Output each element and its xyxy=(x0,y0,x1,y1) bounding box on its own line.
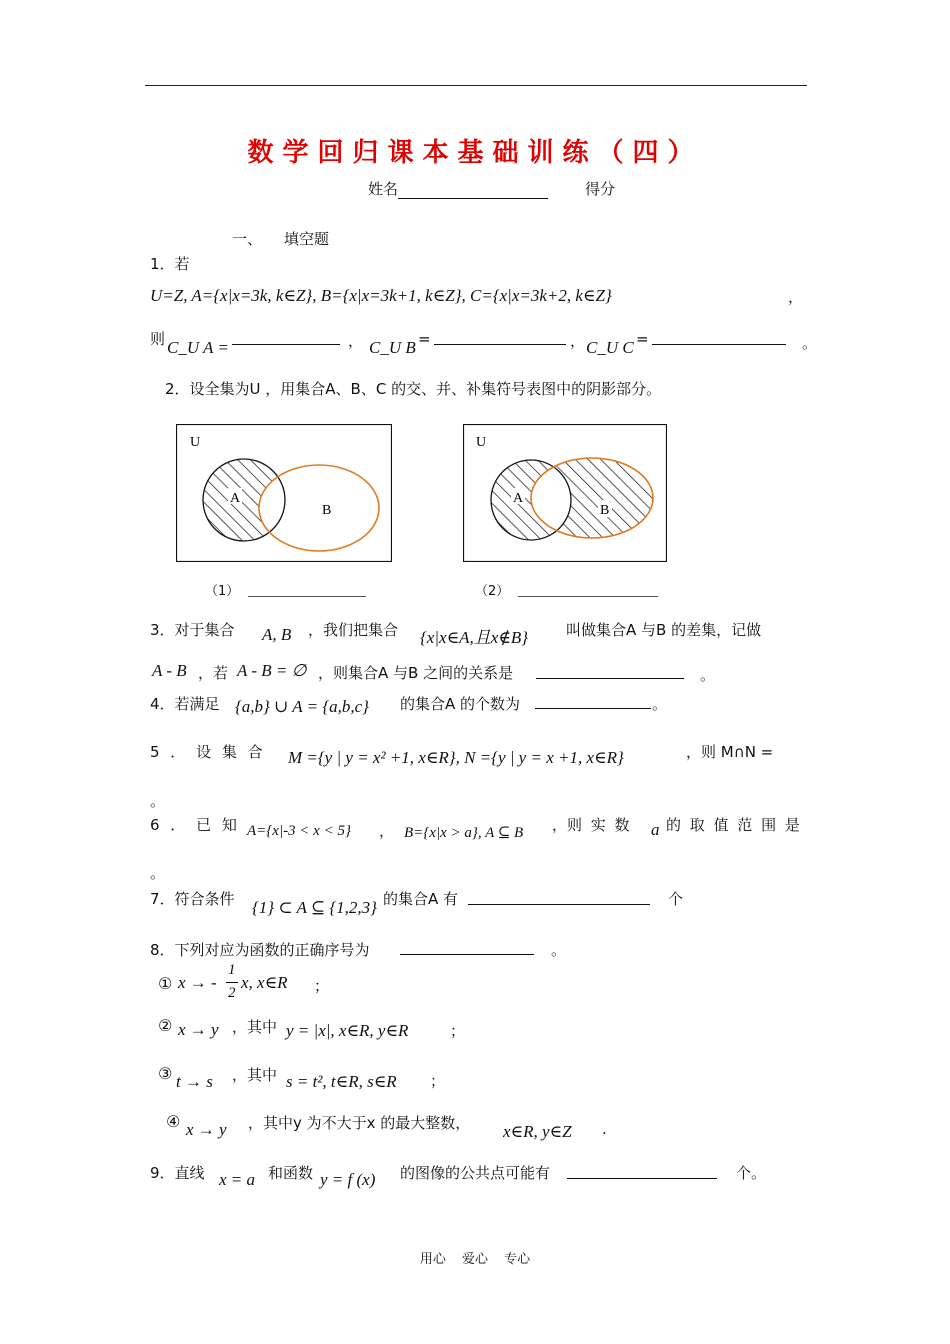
q1-cub: C_U B xyxy=(369,338,416,357)
q8-item-2-tail: ； xyxy=(450,1022,466,1040)
q3-diff: A - B xyxy=(152,661,187,680)
q1-blank-a[interactable] xyxy=(232,328,340,345)
fraction-bar xyxy=(226,982,238,983)
venn-diagram-1 xyxy=(176,424,392,562)
q1-blank-b[interactable] xyxy=(434,328,566,345)
q8-item-1-rest: x, x∈R xyxy=(241,973,288,992)
venn2-u-label: U xyxy=(476,435,487,450)
q4-text-a: 4．若满足 xyxy=(150,695,220,713)
fig2-caption: （2） xyxy=(475,584,510,599)
top-rule xyxy=(145,85,807,86)
q7-formula: {1} ⊂ A ⊆ {1,2,3} xyxy=(252,898,377,917)
q1-label: 1．若 xyxy=(150,255,190,273)
q6-text-c: 的 取 值 范 围 是 xyxy=(666,816,800,834)
q8-item-1-map: x → - xyxy=(178,973,217,992)
q9-formula-b: y = f (x) xyxy=(320,1170,376,1189)
q9-blank[interactable] xyxy=(567,1162,717,1179)
q3-text-d: ，若 xyxy=(198,664,229,682)
q1-cua: C_U A = xyxy=(167,338,229,357)
q8-item-2-rest: y = |x|, x∈R, y∈R xyxy=(286,1021,409,1040)
q9-text-d: 个。 xyxy=(736,1164,767,1182)
q7-blank[interactable] xyxy=(468,888,650,905)
q8-item-4-tail: . xyxy=(602,1120,607,1138)
venn1-a-label: A xyxy=(230,491,241,506)
q6-end: 。 xyxy=(150,864,166,882)
q3-blank[interactable] xyxy=(536,662,684,679)
q8-item-1-mark: ① xyxy=(158,974,173,993)
fig1-blank[interactable] xyxy=(248,582,366,597)
q6-text-a: 6 ． 已 知 xyxy=(150,816,237,834)
q6-var: a xyxy=(651,820,660,839)
q9-text-b: 和函数 xyxy=(268,1164,314,1182)
q9-formula-a: x = a xyxy=(219,1170,256,1189)
q8-item-1-num: 1 xyxy=(228,962,236,978)
score-label: 得分 xyxy=(585,180,616,198)
q3-setdef: {x|x∈A,且x∉B} xyxy=(420,628,529,647)
q8-item-4-mark: ④ xyxy=(166,1112,181,1131)
q1-eq-c: = xyxy=(636,330,649,348)
q8-item-4-rest: x∈R, y∈Z xyxy=(503,1122,572,1141)
q6-text-b: ，则 实 数 xyxy=(552,816,630,834)
q8-item-2-map: x → y xyxy=(178,1020,219,1039)
q6-formula-b: B={x|x > a}, A ⊆ B xyxy=(404,825,524,841)
q5-formula: M ={y | y = x² +1, x∈R}, N ={y | y = x +1, x∈R} xyxy=(288,748,624,767)
page-title: 数学回归课本基础训练（四） xyxy=(247,138,703,168)
page-footer: 用心 爱心 专心 xyxy=(419,1252,531,1267)
q8-item-4-map: x → y xyxy=(186,1120,227,1139)
q4-text-b: 的集合A 的个数为 xyxy=(400,695,521,713)
name-field[interactable] xyxy=(368,178,548,199)
venn1-b-label: B xyxy=(322,503,332,518)
q1-blank-c[interactable] xyxy=(652,328,786,345)
q1-formula: U=Z, A={x|x=3k, k∈Z}, B={x|x=3k+1, k∈Z}, C={x|x=3k+2, k∈Z} xyxy=(150,286,612,305)
q3-text-e: ，则集合A 与B 之间的关系是 xyxy=(318,664,514,682)
fig1-caption: （1） xyxy=(205,584,240,599)
venn2-a-label: A xyxy=(513,491,524,506)
q1-then: 则 xyxy=(150,330,166,348)
q1-comma: ， xyxy=(788,288,804,306)
q3-cond: A - B = ∅ xyxy=(237,661,307,680)
q4-blank[interactable] xyxy=(535,692,651,709)
q8-item-3-mark: ③ xyxy=(158,1064,173,1083)
q1-end: 。 xyxy=(802,334,818,352)
q6-comma: ， xyxy=(379,822,395,840)
name-label: 姓名 xyxy=(368,180,399,198)
q8-item-2-mid: ，其中 xyxy=(232,1018,278,1036)
q2-text: 2．设全集为U ，用集合A、B、C 的交、并、补集符号表图中的阴影部分。 xyxy=(165,380,662,398)
q6-formula-a: A={x|-3 < x < 5} xyxy=(247,823,351,839)
q4-end: 。 xyxy=(652,695,668,713)
q3-sets: A, B xyxy=(262,625,292,644)
q3-text-c: 叫做集合A 与B 的差集，记做 xyxy=(566,621,762,639)
q8-item-1-den: 2 xyxy=(228,985,236,1001)
q8-blank[interactable] xyxy=(400,938,534,955)
q8-item-3-rest: s = t², t∈R, s∈R xyxy=(286,1072,397,1091)
q3-end: 。 xyxy=(700,666,716,684)
name-blank[interactable] xyxy=(398,182,548,199)
q5-text-b: ，则 M∩N = xyxy=(686,743,774,761)
q9-text-a: 9．直线 xyxy=(150,1164,205,1182)
q5-text-a: 5 ． 设 集 合 xyxy=(150,743,263,761)
q8-item-2-mark: ② xyxy=(158,1016,173,1035)
q3-text-b: ，我们把集合 xyxy=(308,621,399,639)
q1-eq-b: = xyxy=(418,330,431,348)
q9-text-c: 的图像的公共点可能有 xyxy=(400,1164,551,1182)
q7-text-b: 的集合A 有 xyxy=(383,890,459,908)
q1-sep-2: ， xyxy=(570,332,586,350)
venn2-b-label: B xyxy=(600,503,610,518)
q8-item-1-tail: ； xyxy=(314,977,330,995)
q8-text: 8．下列对应为函数的正确序号为 xyxy=(150,941,370,959)
q1-cuc: C_U C xyxy=(586,338,634,357)
section-number: 一、 xyxy=(232,230,263,248)
q4-formula: {a,b} ∪ A = {a,b,c} xyxy=(235,697,369,716)
venn1-u-label: U xyxy=(190,435,201,450)
venn-diagram-2 xyxy=(463,424,667,562)
q1-sep-1: ， xyxy=(348,332,364,350)
q3-text-a: 3．对于集合 xyxy=(150,621,235,639)
q5-end: 。 xyxy=(150,792,166,810)
q8-item-3-tail: ； xyxy=(430,1072,446,1090)
q8-end: 。 xyxy=(551,941,567,959)
q7-text-a: 7．符合条件 xyxy=(150,890,235,908)
q7-text-c: 个 xyxy=(668,890,684,908)
section-title: 填空题 xyxy=(284,230,330,248)
q8-item-3-map: t → s xyxy=(176,1072,213,1091)
q8-item-3-mid: ，其中 xyxy=(232,1066,278,1084)
fig2-blank[interactable] xyxy=(518,582,658,597)
q8-item-4-mid: ，其中y 为不大于x 的最大整数， xyxy=(248,1114,471,1132)
